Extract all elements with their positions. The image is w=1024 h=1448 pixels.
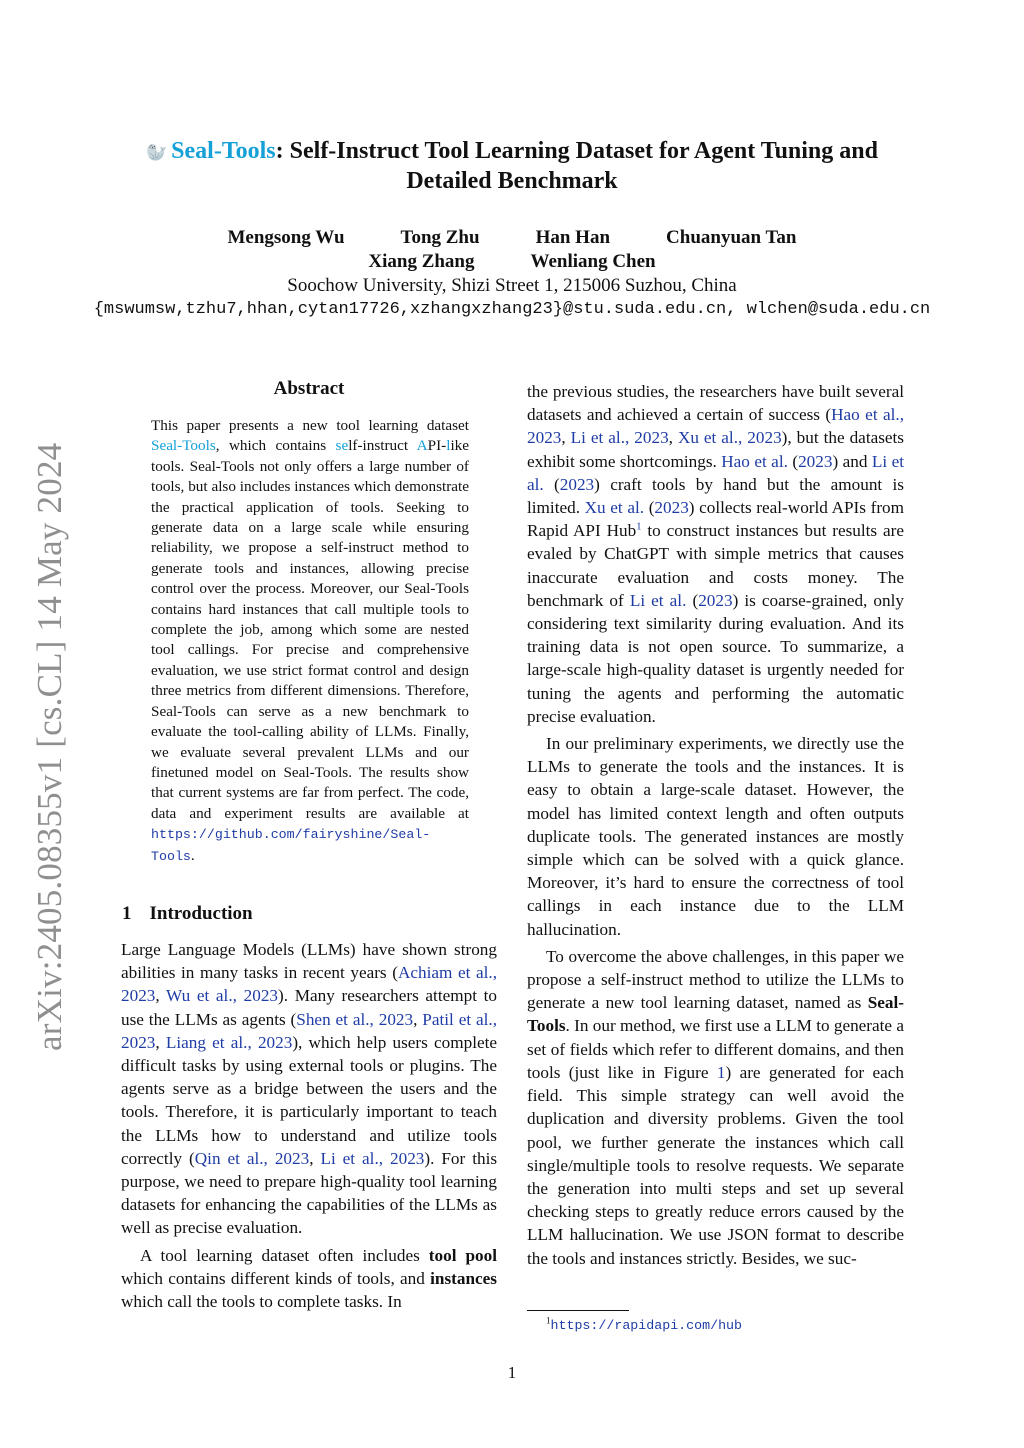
citation-link[interactable]: Shen et al., 2023 bbox=[296, 1009, 414, 1029]
abstract-body: This paper presents a new tool learning dataset Seal-Tools, which contains self-instruct API-like tools. Seal-Tools not only offers a large number of tools, but also includes instances which demonstrate the practical application of tools. Seeking to generate data on a large scale while ensuring reliability, we propose a self-instruct method to generate tools and instances, allowing precise control over the process. Moreover, our Seal-Tools contains hard instances that call multiple tools to complete the job, among which some are nested tool callings. For precise and comprehensive evaluation, we use strict format control and design three metrics from different dimensions. Therefore, Seal-Tools can serve as a new benchmark to evaluate the tool-calling ability of LLMs. Finally, we evaluate several prevalent LLMs and our finetuned model on Seal-Tools. The results show that current systems are far from perfect. The code, data and experiment results are available at https://github.com/fairyshine/Seal-Tools. bbox=[151, 417, 469, 864]
github-link[interactable]: https://github.com/fairyshine/Seal-Tools bbox=[151, 827, 431, 864]
footnote-number: 1 bbox=[546, 1315, 551, 1326]
author-row-1 bbox=[60, 226, 964, 250]
author-name: Han Han bbox=[535, 227, 611, 248]
citation-link[interactable]: Xu et al. bbox=[584, 498, 645, 518]
paragraph: Large Language Models (LLMs) have shown strong abilities in many tasks in recent years (Achiam et al., 2023, Wu et al., 2023). Many researchers attempt to use the LLMs as agents (Shen et al., 2023, Patil et al., 2023, Liang et al., 2023), which help users complete difficult tasks by using external tools or plugins. The agents serve as a bridge between the users and the tools. Therefore, it is particularly important to teach the LLMs how to understand and utilize tools correctly (Qin et al., 2023, Li et al., 2023). For this purpose, we need to prepare high-quality tool learning datasets for enhancing the capabilities of the LLMs as well as precise evaluation. bbox=[121, 940, 498, 1238]
paragraph: A tool learning dataset often includes tool pool which contains different kinds of tools, and instances which call the tools to complete tasks. In bbox=[121, 1245, 497, 1312]
title-line1-rest: : Self-Instruct Tool Learning Dataset for Agent Tuning and bbox=[275, 138, 878, 164]
section-heading-introduction bbox=[122, 903, 253, 925]
author-emails: {mswumsw,tzhu7,hhan,cytan17726,xzhangxzhang23}@stu.suda.edu.cn, wlchen@suda.edu.cn bbox=[93, 300, 931, 319]
citation-link[interactable]: Li et al., 2023 bbox=[320, 1148, 425, 1168]
author-name: Xiang Zhang bbox=[368, 251, 475, 272]
citation-link[interactable]: Wu et al., 2023 bbox=[166, 986, 278, 1006]
figure-ref-link[interactable]: 1 bbox=[716, 1062, 726, 1082]
author-name: Wenliang Chen bbox=[530, 251, 656, 272]
title-dataset-name: Seal-Tools bbox=[171, 138, 276, 164]
arxiv-stamp: arXiv:2405.08355v1 [cs.CL] 14 May 2024 bbox=[30, 442, 69, 1051]
paragraph: In our preliminary experiments, we directly use the LLMs to generate the tools and the instances. It is easy to obtain a large-scale dataset. However, the model has limited context length and often outputs duplicate tools. The generated instances are mostly simple which can be solved with a quick glance. Moreover, it’s hard to ensure the correctness of tool callings in each instance due to the LLM hallucination. bbox=[527, 734, 904, 939]
citation-link[interactable]: Patil et al., 2023 bbox=[121, 1009, 497, 1052]
title-line2: Detailed Benchmark bbox=[406, 168, 618, 194]
author-name: Tong Zhu bbox=[400, 227, 480, 248]
page-number: 1 bbox=[507, 1363, 517, 1382]
author-name: Mengsong Wu bbox=[227, 227, 345, 248]
footnote-divider bbox=[527, 1310, 629, 1311]
affiliation: Soochow University, Shizi Street 1, 215006 Suzhou, China bbox=[287, 275, 737, 296]
section-number: 1 bbox=[122, 903, 132, 924]
seal-icon: 🦭 bbox=[146, 143, 168, 163]
citation-link[interactable]: Hao et al. bbox=[721, 451, 788, 471]
section-title: Introduction bbox=[149, 903, 253, 924]
paper-title bbox=[100, 137, 924, 195]
citation-link[interactable]: 2023 bbox=[698, 590, 733, 610]
footnote bbox=[546, 1316, 742, 1335]
citation-link[interactable]: Liang et al., 2023 bbox=[165, 1032, 293, 1052]
author-row-2 bbox=[60, 250, 964, 274]
citation-link[interactable]: 2023 bbox=[559, 474, 595, 494]
citation-link[interactable]: Xu et al., 2023 bbox=[677, 428, 782, 448]
footnote-link[interactable]: https://rapidapi.com/hub bbox=[550, 1318, 743, 1333]
dataset-name-highlight: Seal-Tools bbox=[151, 437, 216, 455]
citation-link[interactable]: Li et al., 2023 bbox=[570, 428, 669, 448]
citation-link[interactable]: Hao et al., 2023 bbox=[527, 405, 904, 448]
paragraph: the previous studies, the researchers have built several datasets and achieved a certain of success (Hao et al., 2023, Li et al., 2023, Xu et al., 2023), but the datasets exhibit some shortcomings. Hao et al. (2023) and Li et al. (2023) craft tools by hand but the amount is limited. Xu et al. (2023) collects real-world APIs from Rapid API Hub$^1$ to construct instances but results are evaled by ChatGPT with simple metrics that causes inaccurate evaluation and costs money. The benchmark of Li et al. (2023) is coarse-grained, only considering text similarity during evaluation. And its training data is not open source. To summarize, a large-scale high-quality dataset is urgently needed for tuning the agents and performing the automatic precise evaluation. bbox=[527, 382, 905, 726]
citation-link[interactable]: Li et al. bbox=[629, 590, 687, 610]
paragraph: To overcome the above challenges, in this paper we propose a self-instruct method to utilize the LLMs to generate a new tool learning dataset, named as Seal-Tools. In our method, we first use a LLM to generate a set of fields which refer to different domains, and then tools (just like in Figure 1) are generated for each field. This simple strategy can well avoid the duplication and diversity problems. Given the tool pool, we further generate the instances which call single/multiple tools to resolve requests. We separate the generation into multi steps and set up several checking steps to greatly reduce errors caused by the LLM hallucination. We use JSON format to describe the tools and instances strictly. Besides, we suc- bbox=[527, 946, 904, 1268]
citation-link[interactable]: Li et al. bbox=[527, 451, 904, 494]
author-name: Chuanyuan Tan bbox=[666, 227, 797, 248]
right-column-text bbox=[527, 380, 904, 1270]
citation-link[interactable]: 2023 bbox=[654, 498, 689, 518]
abstract-heading: Abstract bbox=[273, 378, 345, 399]
author-block bbox=[60, 226, 964, 322]
footnote-marker[interactable]: 1 bbox=[636, 521, 642, 533]
citation-link[interactable]: Qin et al., 2023 bbox=[194, 1148, 310, 1168]
citation-link[interactable]: Achiam et al., 2023 bbox=[121, 963, 498, 1006]
citation-link[interactable]: 2023 bbox=[798, 451, 833, 471]
left-column-text bbox=[121, 938, 497, 1313]
